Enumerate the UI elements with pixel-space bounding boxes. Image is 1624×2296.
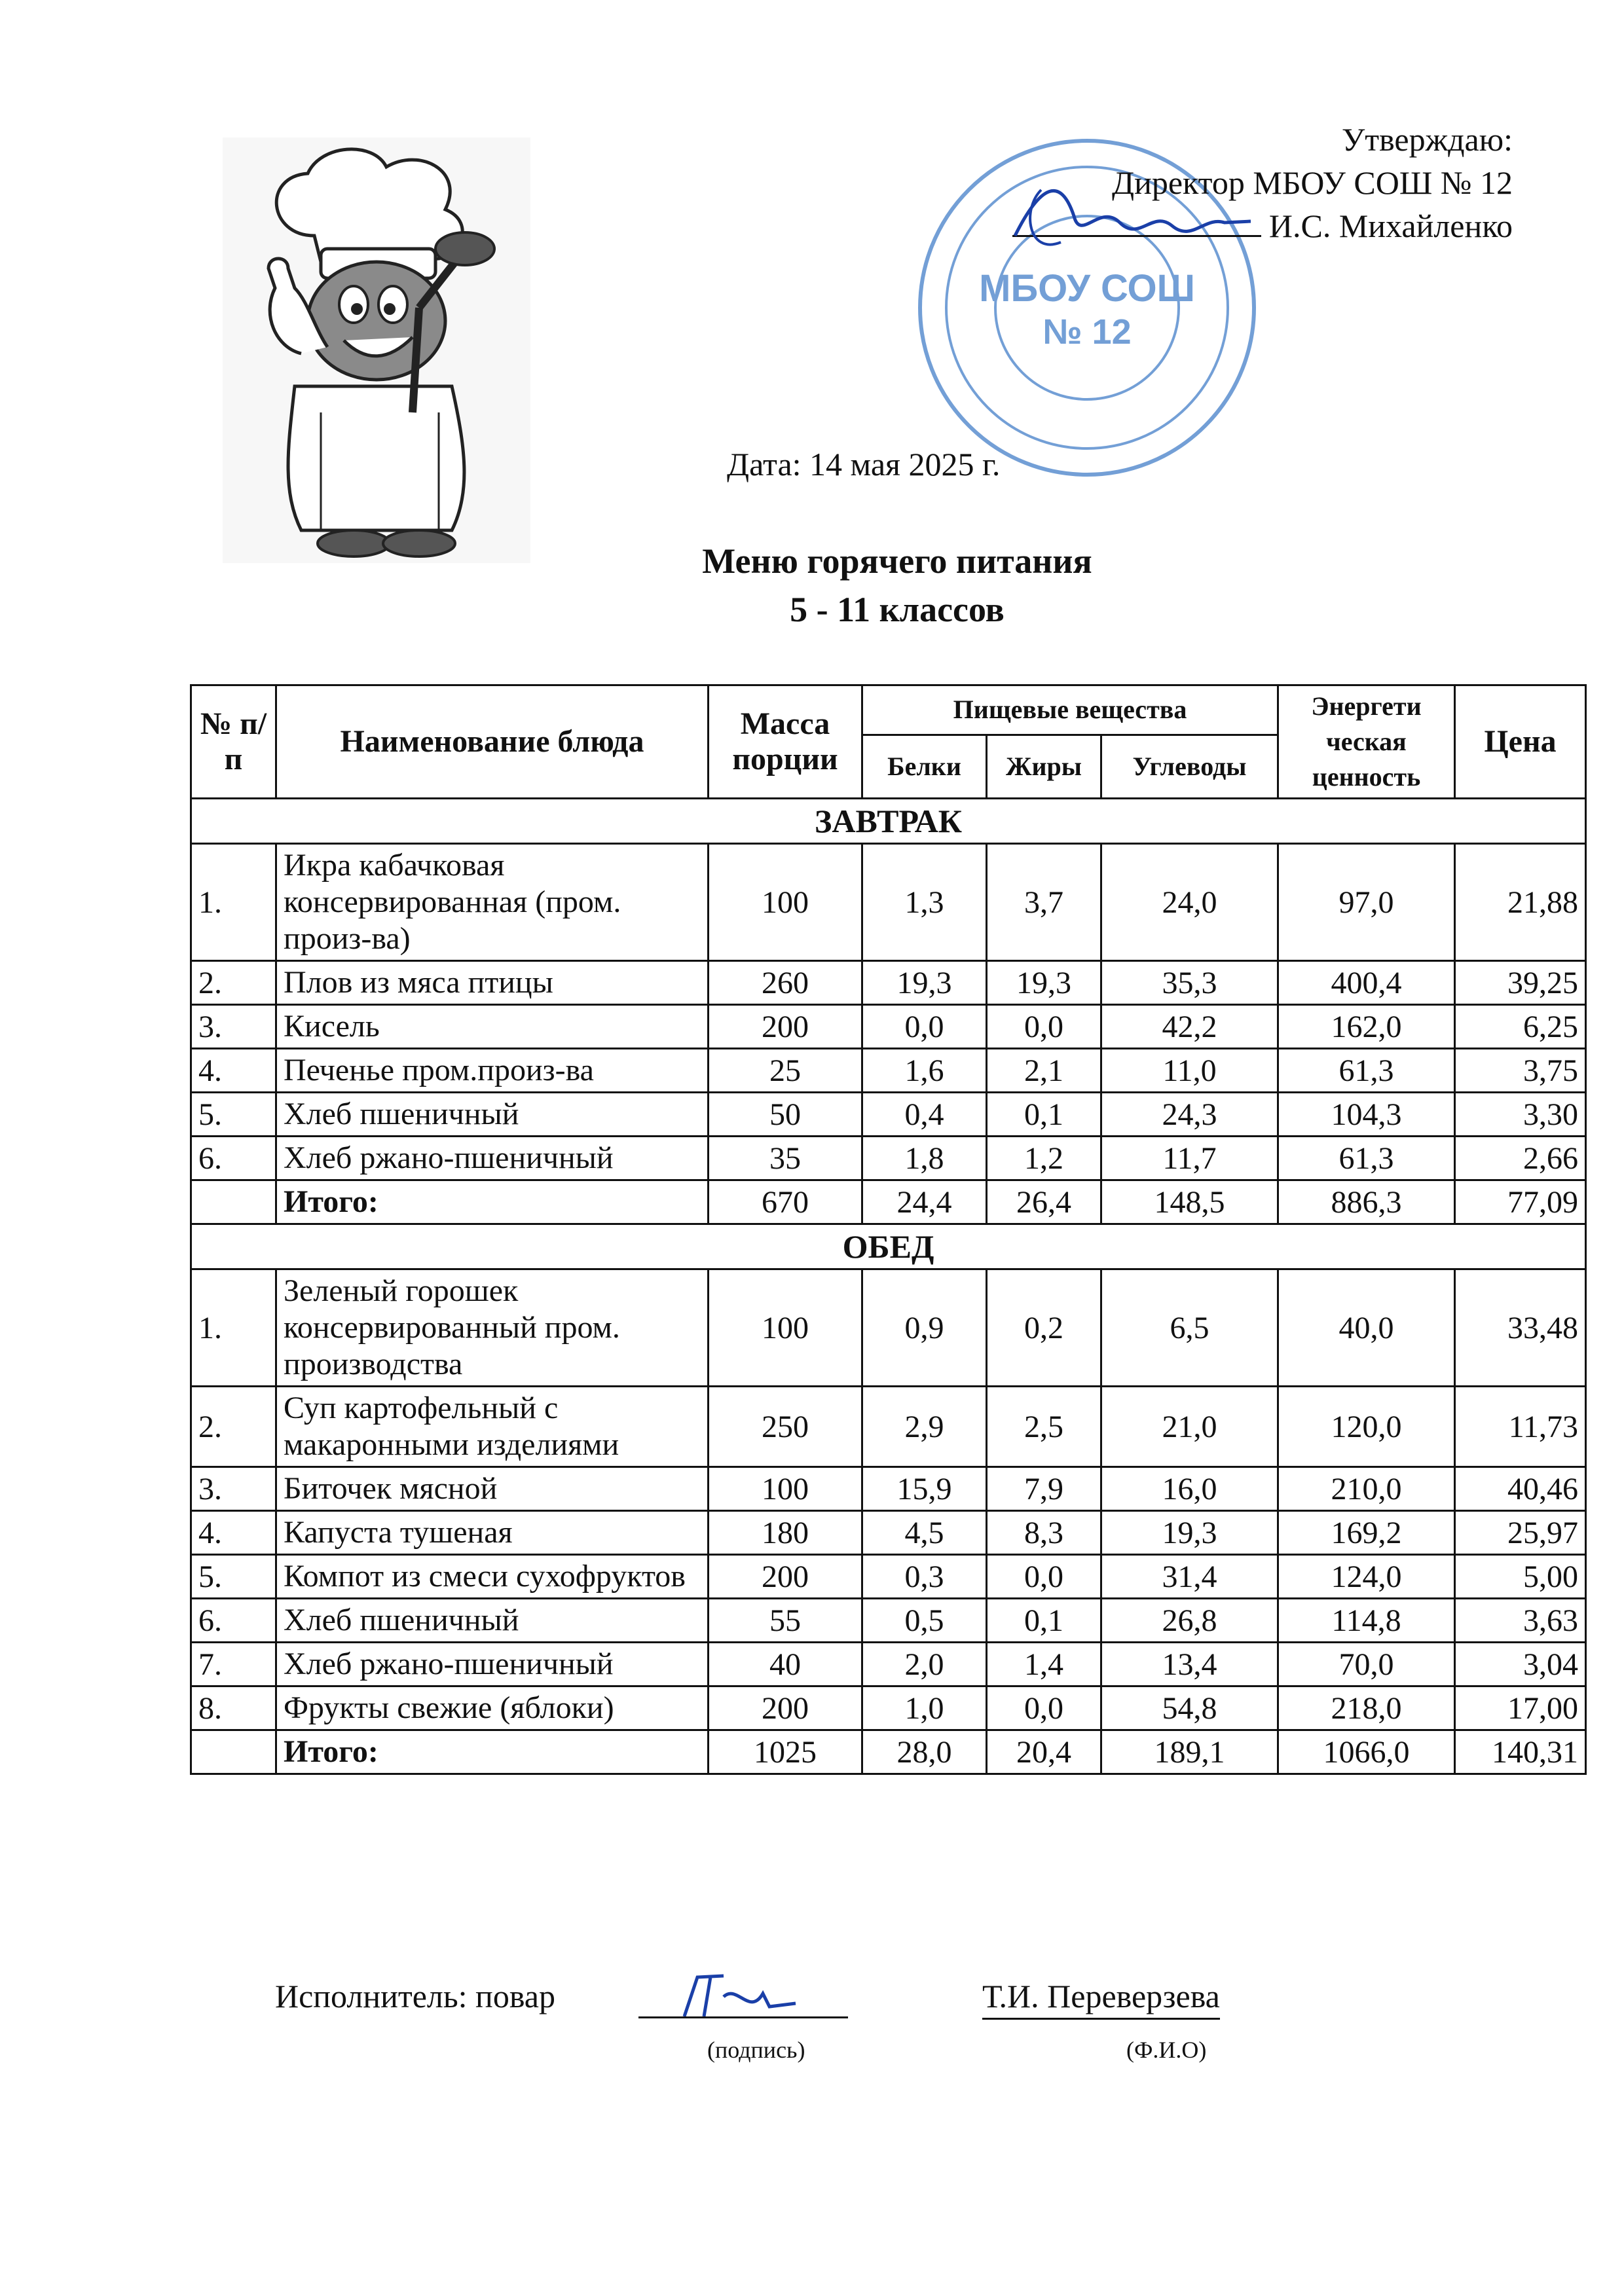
dish-fat: 0,0 (987, 1686, 1101, 1730)
total-protein: 28,0 (862, 1730, 987, 1774)
dish-price: 5,00 (1455, 1555, 1586, 1599)
dish-energy: 169,2 (1278, 1511, 1455, 1555)
table-row (191, 1387, 1586, 1467)
dish-price: 3,30 (1455, 1093, 1586, 1137)
header-carbs: Углеводы (1101, 735, 1278, 798)
dish-energy: 70,0 (1278, 1643, 1455, 1686)
total-label: Итого: (276, 1180, 709, 1224)
director-signature (1002, 164, 1264, 268)
dish-energy: 218,0 (1278, 1686, 1455, 1730)
dish-name: Хлеб пшеничный (276, 1093, 709, 1137)
dish-mass: 100 (709, 844, 862, 961)
total-num-cell (191, 1180, 276, 1224)
dish-energy: 97,0 (1278, 844, 1455, 961)
title-line1: Меню горячего питания (702, 541, 1092, 581)
table-row (191, 1511, 1586, 1555)
dish-carbs: 54,8 (1101, 1686, 1278, 1730)
dish-fat: 0,0 (987, 1005, 1101, 1049)
total-energy: 1066,0 (1278, 1730, 1455, 1774)
dish-carbs: 42,2 (1101, 1005, 1278, 1049)
cook-name: Т.И. Переверзева (982, 1977, 1220, 2020)
dish-fat: 0,2 (987, 1269, 1101, 1387)
dish-carbs: 11,7 (1101, 1137, 1278, 1180)
header-num: № п/п (191, 685, 276, 799)
dish-energy: 40,0 (1278, 1269, 1455, 1387)
dish-energy: 210,0 (1278, 1467, 1455, 1511)
dish-fat: 2,1 (987, 1049, 1101, 1093)
row-number: 3. (191, 1467, 276, 1511)
table-row (191, 844, 1586, 961)
table-row (191, 1599, 1586, 1643)
dish-fat: 0,1 (987, 1093, 1101, 1137)
dish-protein: 0,3 (862, 1555, 987, 1599)
row-number: 5. (191, 1555, 276, 1599)
total-price: 140,31 (1455, 1730, 1586, 1774)
director-name: И.С. Михайленко (1268, 208, 1513, 244)
dish-name: Биточек мясной (276, 1467, 709, 1511)
table-row (191, 1093, 1586, 1137)
dish-fat: 8,3 (987, 1511, 1101, 1555)
row-number: 4. (191, 1511, 276, 1555)
dish-energy: 120,0 (1278, 1387, 1455, 1467)
header-protein: Белки (862, 735, 987, 798)
dish-energy: 124,0 (1278, 1555, 1455, 1599)
table-row (191, 1005, 1586, 1049)
dish-price: 6,25 (1455, 1005, 1586, 1049)
dish-protein: 1,0 (862, 1686, 987, 1730)
dish-name: Печенье пром.произ-ва (276, 1049, 709, 1093)
dish-price: 3,75 (1455, 1049, 1586, 1093)
dish-mass: 100 (709, 1467, 862, 1511)
dish-price: 3,63 (1455, 1599, 1586, 1643)
dish-mass: 35 (709, 1137, 862, 1180)
dish-carbs: 24,3 (1101, 1093, 1278, 1137)
dish-fat: 2,5 (987, 1387, 1101, 1467)
table-row (191, 1467, 1586, 1511)
row-number: 4. (191, 1049, 276, 1093)
total-energy: 886,3 (1278, 1180, 1455, 1224)
dish-energy: 61,3 (1278, 1049, 1455, 1093)
dish-name: Кисель (276, 1005, 709, 1049)
approval-position: Директор МБОУ СОШ № 12 (1111, 164, 1513, 201)
header-name: Наименование блюда (276, 685, 709, 799)
dish-protein: 0,5 (862, 1599, 987, 1643)
section-label: ЗАВТРАК (191, 799, 1586, 844)
dish-name: Хлеб ржано-пшеничный (276, 1643, 709, 1686)
row-number: 2. (191, 961, 276, 1005)
section-label: ОБЕД (191, 1224, 1586, 1269)
row-number: 3. (191, 1005, 276, 1049)
dish-fat: 1,4 (987, 1643, 1101, 1686)
total-fat: 20,4 (987, 1730, 1101, 1774)
table-row (191, 961, 1586, 1005)
dish-mass: 200 (709, 1686, 862, 1730)
dish-name: Плов из мяса птицы (276, 961, 709, 1005)
dish-price: 17,00 (1455, 1686, 1586, 1730)
total-mass: 1025 (709, 1730, 862, 1774)
stamp-center-line2: № 12 (1043, 312, 1132, 352)
dish-protein: 15,9 (862, 1467, 987, 1511)
cook-signature (638, 1958, 848, 2030)
dish-name: Фрукты свежие (яблоки) (276, 1686, 709, 1730)
title-line2: 5 - 11 классов (790, 590, 1005, 629)
total-fat: 26,4 (987, 1180, 1101, 1224)
header-price: Цена (1455, 685, 1586, 799)
table-row (191, 1049, 1586, 1093)
dish-energy: 162,0 (1278, 1005, 1455, 1049)
row-number: 7. (191, 1643, 276, 1686)
row-number: 2. (191, 1387, 276, 1467)
dish-mass: 260 (709, 961, 862, 1005)
row-number: 6. (191, 1599, 276, 1643)
dish-carbs: 16,0 (1101, 1467, 1278, 1511)
dish-mass: 55 (709, 1599, 862, 1643)
row-number: 5. (191, 1093, 276, 1137)
dish-price: 3,04 (1455, 1643, 1586, 1686)
dish-price: 39,25 (1455, 961, 1586, 1005)
header-mass: Масса порции (709, 685, 862, 799)
dish-name: Хлеб ржано-пшеничный (276, 1137, 709, 1180)
stamp-center-line1: МБОУ СОШ (979, 267, 1195, 310)
dish-price: 40,46 (1455, 1467, 1586, 1511)
dish-mass: 250 (709, 1387, 862, 1467)
table-row (191, 1269, 1586, 1387)
dish-protein: 1,6 (862, 1049, 987, 1093)
name-caption: (Ф.И.О) (1126, 2037, 1207, 2063)
header-energy: Энергети ческая ценность (1278, 685, 1455, 799)
total-row (191, 1730, 1586, 1774)
total-price: 77,09 (1455, 1180, 1586, 1224)
dish-energy: 400,4 (1278, 961, 1455, 1005)
total-carbs: 189,1 (1101, 1730, 1278, 1774)
total-carbs: 148,5 (1101, 1180, 1278, 1224)
table-row (191, 1686, 1586, 1730)
menu-date: Дата: 14 мая 2025 г. (727, 446, 1001, 483)
dish-name: Компот из смеси сухофруктов (276, 1555, 709, 1599)
approval-heading: Утверждаю: (1341, 121, 1513, 158)
dish-carbs: 35,3 (1101, 961, 1278, 1005)
table-row (191, 1555, 1586, 1599)
dish-fat: 0,0 (987, 1555, 1101, 1599)
menu-table (190, 684, 1587, 1775)
dish-carbs: 19,3 (1101, 1511, 1278, 1555)
dish-protein: 2,0 (862, 1643, 987, 1686)
table-row (191, 1137, 1586, 1180)
dish-carbs: 11,0 (1101, 1049, 1278, 1093)
dish-name: Зеленый горошек консервированный пром. производства (276, 1269, 709, 1387)
total-row (191, 1180, 1586, 1224)
dish-protein: 2,9 (862, 1387, 987, 1467)
dish-price: 33,48 (1455, 1269, 1586, 1387)
table-row (191, 1643, 1586, 1686)
dish-energy: 104,3 (1278, 1093, 1455, 1137)
dish-mass: 25 (709, 1049, 862, 1093)
dish-carbs: 21,0 (1101, 1387, 1278, 1467)
dish-fat: 0,1 (987, 1599, 1101, 1643)
row-number: 8. (191, 1686, 276, 1730)
dish-price: 2,66 (1455, 1137, 1586, 1180)
menu-title (0, 537, 1624, 634)
row-number: 6. (191, 1137, 276, 1180)
dish-mass: 200 (709, 1555, 862, 1599)
dish-fat: 3,7 (987, 844, 1101, 961)
dish-protein: 0,0 (862, 1005, 987, 1049)
header-fat: Жиры (987, 735, 1101, 798)
dish-carbs: 26,8 (1101, 1599, 1278, 1643)
dish-mass: 180 (709, 1511, 862, 1555)
chef-illustration (223, 137, 530, 563)
dish-protein: 0,4 (862, 1093, 987, 1137)
total-num-cell (191, 1730, 276, 1774)
row-number: 1. (191, 844, 276, 961)
dish-mass: 40 (709, 1643, 862, 1686)
total-label: Итого: (276, 1730, 709, 1774)
dish-mass: 50 (709, 1093, 862, 1137)
dish-mass: 100 (709, 1269, 862, 1387)
row-number: 1. (191, 1269, 276, 1387)
dish-price: 11,73 (1455, 1387, 1586, 1467)
dish-protein: 1,3 (862, 844, 987, 961)
section-row (191, 1224, 1586, 1269)
dish-energy: 114,8 (1278, 1599, 1455, 1643)
section-row (191, 799, 1586, 844)
dish-protein: 0,9 (862, 1269, 987, 1387)
dish-mass: 200 (709, 1005, 862, 1049)
dish-fat: 19,3 (987, 961, 1101, 1005)
cook-signature-line (638, 2016, 848, 2018)
dish-protein: 4,5 (862, 1511, 987, 1555)
dish-energy: 61,3 (1278, 1137, 1455, 1180)
dish-price: 25,97 (1455, 1511, 1586, 1555)
dish-name: Капуста тушеная (276, 1511, 709, 1555)
dish-fat: 1,2 (987, 1137, 1101, 1180)
dish-carbs: 13,4 (1101, 1643, 1278, 1686)
dish-carbs: 31,4 (1101, 1555, 1278, 1599)
dish-name: Икра кабачковая консервированная (пром. произ-ва) (276, 844, 709, 961)
dish-carbs: 24,0 (1101, 844, 1278, 961)
executor-label: Исполнитель: повар (275, 1978, 555, 2014)
dish-name: Суп картофельный с макаронными изделиями (276, 1387, 709, 1467)
header-nutrients: Пищевые вещества (862, 685, 1278, 735)
total-protein: 24,4 (862, 1180, 987, 1224)
signature-caption: (подпись) (707, 2037, 805, 2063)
dish-fat: 7,9 (987, 1467, 1101, 1511)
dish-name: Хлеб пшеничный (276, 1599, 709, 1643)
total-mass: 670 (709, 1180, 862, 1224)
dish-protein: 19,3 (862, 961, 987, 1005)
dish-price: 21,88 (1455, 844, 1586, 961)
dish-carbs: 6,5 (1101, 1269, 1278, 1387)
dish-protein: 1,8 (862, 1137, 987, 1180)
